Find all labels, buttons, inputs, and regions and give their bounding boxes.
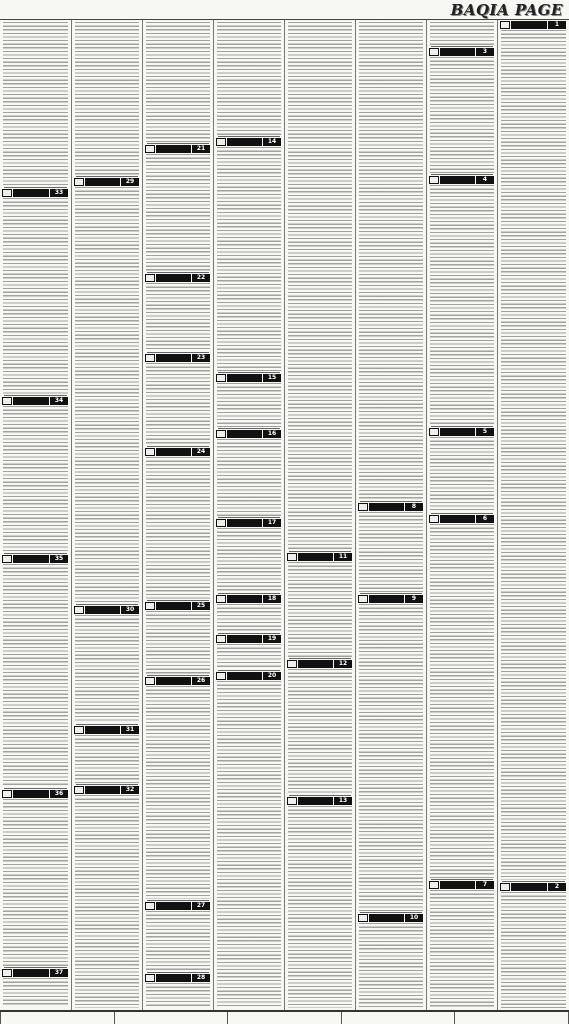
- classified-ad: [216, 518, 282, 592]
- ad-header: [429, 175, 495, 184]
- ad-number-badge: 10: [405, 914, 423, 922]
- footer-tick: [114, 1012, 115, 1024]
- ad-phone-icon: [74, 178, 84, 186]
- ad-phone-icon: [145, 974, 155, 982]
- classified-ad: [358, 20, 424, 500]
- ad-header-bar: [227, 595, 262, 603]
- ad-phone-icon: [429, 176, 439, 184]
- ad-header-bar: [13, 397, 49, 405]
- ad-header: [358, 913, 424, 922]
- ad-text: [217, 439, 281, 516]
- column-2: [71, 20, 142, 1010]
- ad-text: [288, 669, 352, 794]
- classified-ad: [287, 659, 353, 794]
- ad-phone-icon: [145, 677, 155, 685]
- ad-header: [287, 659, 353, 668]
- ad-text: [75, 187, 139, 603]
- classified-ad: [2, 20, 69, 186]
- ad-header-bar: [156, 448, 191, 456]
- ad-header: [145, 447, 211, 456]
- ad-phone-icon: [216, 519, 226, 527]
- ad-number-badge: 9: [405, 595, 423, 603]
- ad-header: [2, 396, 69, 405]
- ad-header: [145, 273, 211, 282]
- ad-text: [3, 406, 68, 552]
- ad-text: [217, 147, 281, 371]
- ad-phone-icon: [287, 797, 297, 805]
- ad-number-badge: 25: [192, 602, 210, 610]
- ad-header: [500, 20, 567, 29]
- ad-number-badge: 4: [476, 176, 494, 184]
- ad-header: [145, 676, 211, 685]
- ad-header: [2, 789, 69, 798]
- ad-text: [3, 22, 68, 186]
- classified-ad: [2, 789, 69, 966]
- ad-number-badge: 19: [263, 635, 281, 643]
- ad-text: [75, 795, 139, 1008]
- ad-header: [2, 554, 69, 563]
- classified-ad: [429, 427, 495, 512]
- ad-text: [217, 604, 281, 632]
- ad-header-bar: [156, 354, 191, 362]
- ad-number-badge: 30: [121, 606, 139, 614]
- ad-text: [217, 22, 281, 135]
- ad-header: [216, 671, 282, 680]
- ad-header-bar: [227, 374, 262, 382]
- ad-number-badge: 18: [263, 595, 281, 603]
- ad-header-bar: [85, 786, 120, 794]
- ad-phone-icon: [287, 553, 297, 561]
- ad-header: [145, 144, 211, 153]
- classified-ad: [500, 882, 567, 1008]
- ad-header-bar: [13, 969, 49, 977]
- ad-number-badge: 6: [476, 515, 494, 523]
- ad-phone-icon: [145, 145, 155, 153]
- ad-header: [429, 427, 495, 436]
- classified-ad: [287, 552, 353, 657]
- ad-phone-icon: [358, 503, 368, 511]
- classified-ad: [429, 47, 495, 173]
- page-footer: [0, 1012, 569, 1024]
- classified-ad: [2, 188, 69, 394]
- ad-number-badge: 27: [192, 902, 210, 910]
- ad-header: [287, 552, 353, 561]
- ad-header: [2, 968, 69, 977]
- ad-phone-icon: [216, 430, 226, 438]
- ad-header-bar: [156, 974, 191, 982]
- ad-header-bar: [156, 902, 191, 910]
- ad-header: [287, 796, 353, 805]
- classified-ad: [145, 273, 211, 351]
- ad-phone-icon: [358, 595, 368, 603]
- classified-ad: [216, 137, 282, 371]
- ad-phone-icon: [216, 635, 226, 643]
- classified-ad: [216, 373, 282, 427]
- ad-header: [216, 634, 282, 643]
- ad-text: [288, 22, 352, 550]
- ad-phone-icon: [2, 397, 12, 405]
- ad-number-badge: 8: [405, 503, 423, 511]
- ad-header: [216, 373, 282, 382]
- ad-header-bar: [227, 519, 262, 527]
- ad-phone-icon: [145, 354, 155, 362]
- ad-text: [359, 604, 423, 911]
- ad-header-bar: [156, 274, 191, 282]
- column-1: [0, 20, 71, 1010]
- ad-text: [146, 686, 210, 899]
- ad-text: [146, 154, 210, 271]
- ad-number-badge: 3: [476, 48, 494, 56]
- ad-text: [146, 983, 210, 1008]
- ad-text: [146, 911, 210, 971]
- ad-header: [145, 973, 211, 982]
- ad-text: [501, 30, 566, 880]
- ad-phone-icon: [145, 902, 155, 910]
- ad-header-bar: [227, 672, 262, 680]
- masthead-title: BAQIA PAGE: [450, 0, 563, 19]
- ad-header: [216, 594, 282, 603]
- ad-phone-icon: [2, 189, 12, 197]
- classified-ad: [2, 396, 69, 552]
- column-8: [497, 20, 569, 1010]
- ad-text: [359, 923, 423, 1008]
- ad-text: [288, 806, 352, 1008]
- ad-text: [146, 363, 210, 445]
- ad-header: [74, 605, 140, 614]
- ad-phone-icon: [145, 448, 155, 456]
- ad-header-bar: [227, 430, 262, 438]
- classified-ad: [2, 554, 69, 787]
- ad-header: [429, 514, 495, 523]
- ad-phone-icon: [500, 21, 510, 29]
- ad-phone-icon: [216, 672, 226, 680]
- ad-header-bar: [156, 145, 191, 153]
- classified-ad: [145, 144, 211, 271]
- ad-text: [359, 512, 423, 592]
- ad-number-badge: 11: [334, 553, 352, 561]
- classified-ad: [2, 968, 69, 1006]
- ad-header-bar: [511, 21, 547, 29]
- ad-text: [430, 524, 494, 878]
- classified-ad: [74, 20, 140, 175]
- ad-text: [146, 283, 210, 351]
- ad-number-badge: 31: [121, 726, 139, 734]
- classified-ad: [287, 20, 353, 550]
- ad-header-bar: [511, 883, 547, 891]
- ad-text: [430, 57, 494, 173]
- ad-phone-icon: [145, 274, 155, 282]
- classified-ad: [216, 20, 282, 135]
- ad-text: [146, 611, 210, 674]
- ad-number-badge: 23: [192, 354, 210, 362]
- ad-number-badge: 21: [192, 145, 210, 153]
- ad-text: [217, 681, 281, 1008]
- ad-text: [146, 457, 210, 599]
- ad-header-bar: [85, 178, 120, 186]
- ad-header-bar: [13, 790, 49, 798]
- column-3: [142, 20, 213, 1010]
- ad-header-bar: [369, 914, 404, 922]
- ad-text: [217, 644, 281, 669]
- ad-phone-icon: [74, 606, 84, 614]
- classified-ad: [216, 671, 282, 1008]
- ad-phone-icon: [74, 726, 84, 734]
- ad-text: [3, 198, 68, 394]
- ad-number-badge: 12: [334, 660, 352, 668]
- ad-text: [430, 437, 494, 512]
- ad-text: [75, 22, 139, 175]
- ad-number-badge: 22: [192, 274, 210, 282]
- ad-text: [501, 892, 566, 1008]
- column-7: [426, 20, 497, 1010]
- ad-header: [216, 518, 282, 527]
- classified-ad: [429, 175, 495, 425]
- ad-header: [74, 785, 140, 794]
- classified-ad: [145, 601, 211, 674]
- ad-phone-icon: [216, 595, 226, 603]
- ad-number-badge: 26: [192, 677, 210, 685]
- ad-header-bar: [227, 635, 262, 643]
- classified-ad: [74, 725, 140, 783]
- ad-text: [75, 735, 139, 783]
- ad-number-badge: 13: [334, 797, 352, 805]
- ad-number-badge: 7: [476, 881, 494, 889]
- ad-number-badge: 34: [50, 397, 68, 405]
- ad-phone-icon: [2, 969, 12, 977]
- ad-header-bar: [440, 428, 475, 436]
- ad-phone-icon: [429, 428, 439, 436]
- ad-number-badge: 32: [121, 786, 139, 794]
- ad-header-bar: [13, 555, 49, 563]
- classified-ad: [145, 901, 211, 971]
- ad-text: [217, 383, 281, 427]
- ad-header-bar: [85, 726, 120, 734]
- classified-ad: [145, 447, 211, 599]
- ad-text: [430, 890, 494, 1008]
- ad-text: [430, 185, 494, 425]
- ad-number-badge: 35: [50, 555, 68, 563]
- classified-ad: [500, 20, 567, 880]
- ad-header-bar: [440, 881, 475, 889]
- classified-ad: [145, 676, 211, 899]
- ad-header-bar: [156, 602, 191, 610]
- ad-header: [358, 502, 424, 511]
- ad-header: [216, 429, 282, 438]
- ad-text: [3, 799, 68, 966]
- ad-header: [358, 594, 424, 603]
- classified-ad: [429, 20, 495, 45]
- ad-number-badge: 33: [50, 189, 68, 197]
- ad-header: [429, 880, 495, 889]
- ad-phone-icon: [429, 515, 439, 523]
- column-6: [355, 20, 426, 1010]
- ad-phone-icon: [358, 914, 368, 922]
- classified-ad: [216, 429, 282, 516]
- ad-phone-icon: [74, 786, 84, 794]
- ad-number-badge: 16: [263, 430, 281, 438]
- classified-ad: [145, 973, 211, 1008]
- ad-number-badge: 24: [192, 448, 210, 456]
- ad-header-bar: [440, 48, 475, 56]
- ad-number-badge: 15: [263, 374, 281, 382]
- ad-number-badge: 1: [548, 21, 566, 29]
- ad-header: [429, 47, 495, 56]
- ad-text: [288, 562, 352, 657]
- ad-header: [145, 901, 211, 910]
- ad-number-badge: 20: [263, 672, 281, 680]
- ad-phone-icon: [145, 602, 155, 610]
- ad-number-badge: 37: [50, 969, 68, 977]
- ad-phone-icon: [216, 374, 226, 382]
- masthead: [424, 0, 569, 19]
- ad-header: [145, 601, 211, 610]
- ad-header: [216, 137, 282, 146]
- ad-phone-icon: [429, 48, 439, 56]
- classified-ad: [216, 634, 282, 669]
- footer-tick: [454, 1012, 455, 1024]
- ad-header: [2, 188, 69, 197]
- ad-header-bar: [369, 595, 404, 603]
- classified-ad: [145, 20, 211, 142]
- ad-text: [3, 564, 68, 787]
- ad-header-bar: [298, 660, 333, 668]
- classified-ad: [74, 785, 140, 1008]
- footer-tick: [0, 1012, 1, 1024]
- classified-ad: [145, 353, 211, 445]
- ad-text: [75, 615, 139, 723]
- ad-text: [146, 22, 210, 142]
- column-4: [213, 20, 284, 1010]
- ad-header: [74, 725, 140, 734]
- classified-ad: [74, 177, 140, 603]
- ad-text: [217, 528, 281, 592]
- classified-ad: [429, 514, 495, 878]
- ad-number-badge: 17: [263, 519, 281, 527]
- classified-ad: [429, 880, 495, 1008]
- classified-ad: [74, 605, 140, 723]
- ad-number-badge: 29: [121, 178, 139, 186]
- ad-number-badge: 14: [263, 138, 281, 146]
- classified-ad: [358, 594, 424, 911]
- ad-number-badge: 2: [548, 883, 566, 891]
- ad-header: [500, 882, 567, 891]
- ad-number-badge: 28: [192, 974, 210, 982]
- ad-header-bar: [298, 797, 333, 805]
- ad-phone-icon: [2, 555, 12, 563]
- classified-ad: [287, 796, 353, 1008]
- footer-tick: [227, 1012, 228, 1024]
- ad-text: [359, 22, 423, 500]
- ad-header-bar: [227, 138, 262, 146]
- ad-number-badge: 5: [476, 428, 494, 436]
- ad-phone-icon: [429, 881, 439, 889]
- ad-header-bar: [298, 553, 333, 561]
- footer-tick: [341, 1012, 342, 1024]
- ad-header-bar: [13, 189, 49, 197]
- ad-phone-icon: [287, 660, 297, 668]
- ad-phone-icon: [216, 138, 226, 146]
- classified-columns: [0, 20, 569, 1010]
- ad-header: [145, 353, 211, 362]
- ad-header: [74, 177, 140, 186]
- ad-header-bar: [440, 515, 475, 523]
- classified-ad: [358, 502, 424, 592]
- ad-phone-icon: [500, 883, 510, 891]
- ad-number-badge: 36: [50, 790, 68, 798]
- column-5: [284, 20, 355, 1010]
- ad-header-bar: [440, 176, 475, 184]
- ad-header-bar: [156, 677, 191, 685]
- ad-phone-icon: [2, 790, 12, 798]
- ad-text: [3, 978, 68, 1006]
- ad-header-bar: [369, 503, 404, 511]
- ad-text: [430, 22, 494, 45]
- classified-ad: [358, 913, 424, 1008]
- ad-header-bar: [85, 606, 120, 614]
- classified-ad: [216, 594, 282, 632]
